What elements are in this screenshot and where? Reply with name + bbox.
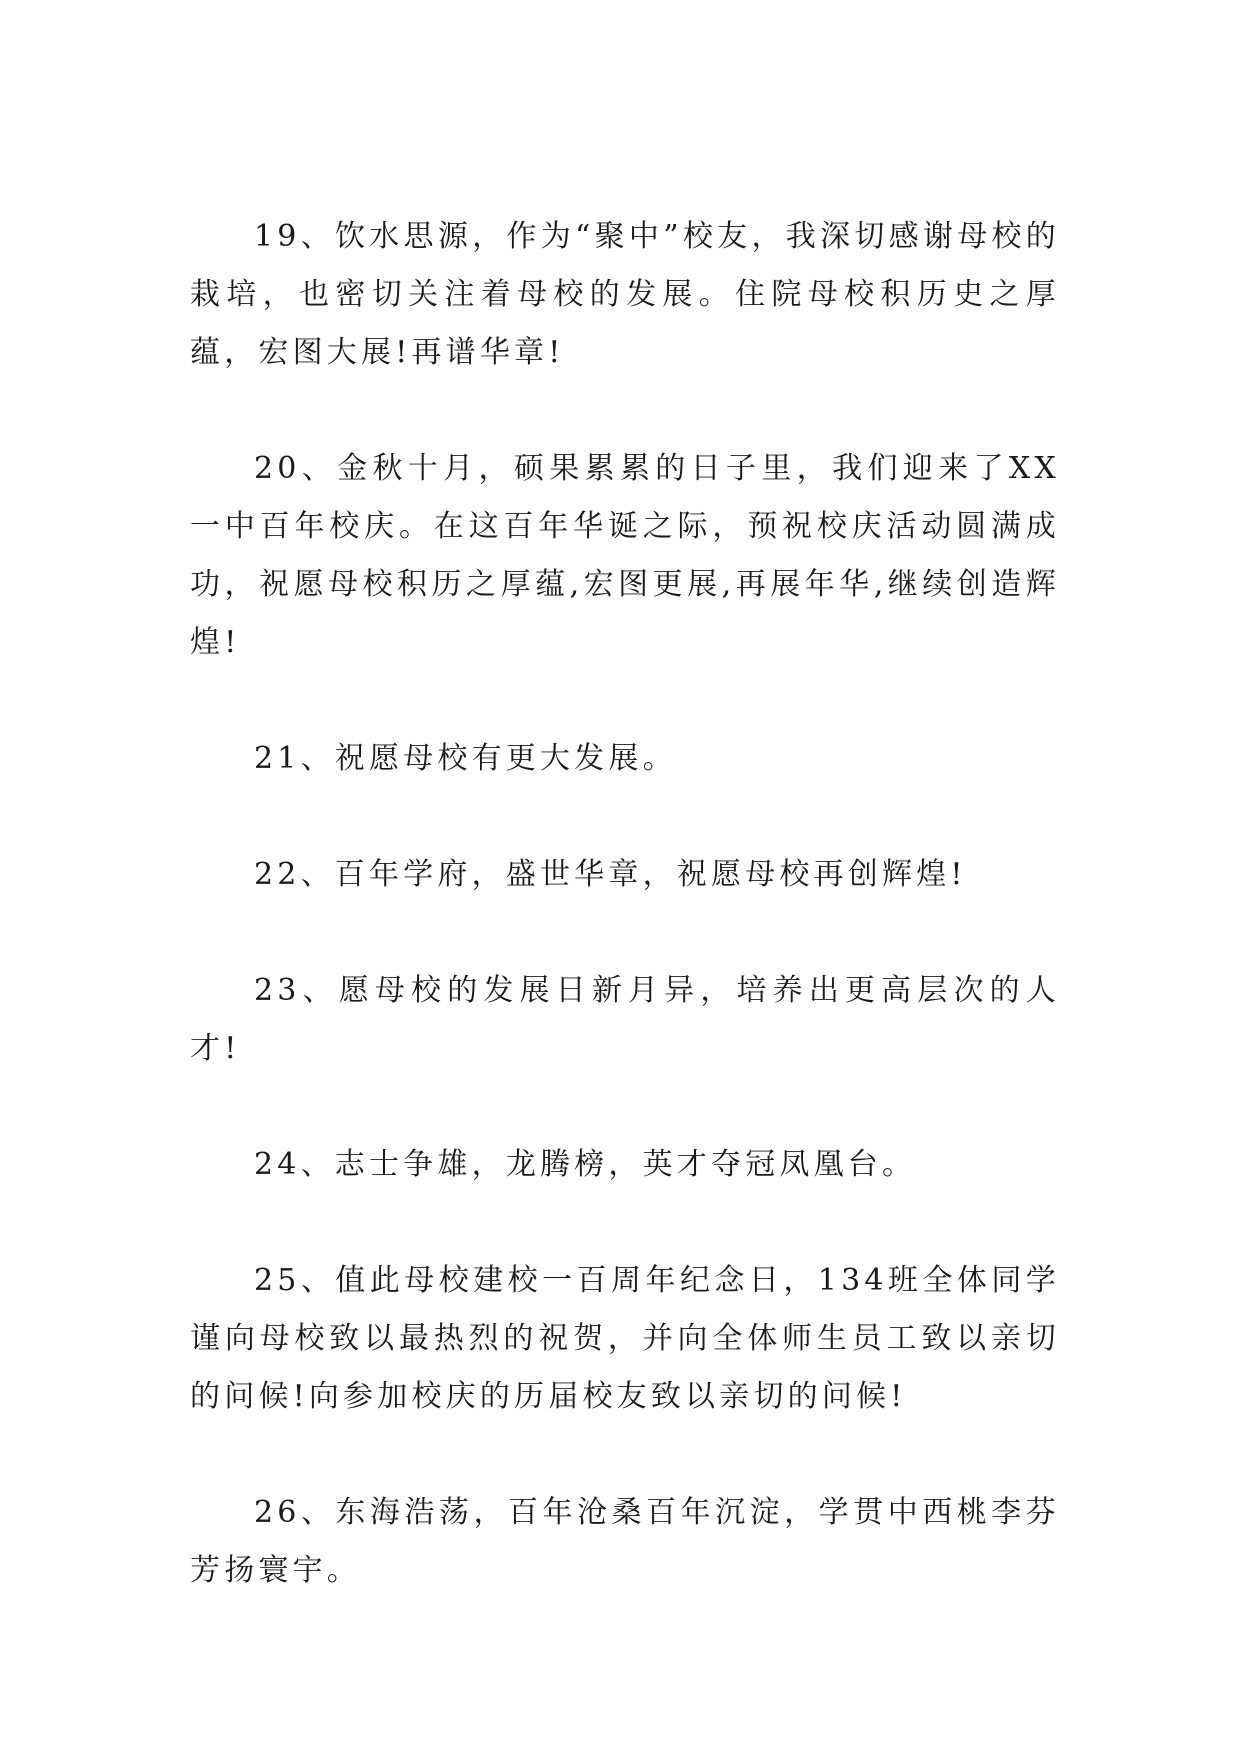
paragraph-20: 20、金秋十月，硕果累累的日子里，我们迎来了XX一中百年校庆。在这百年华诞之际，预祝校庆活动圆满成功，祝愿母校积历之厚蕴,宏图更展,再展年华,继续创造辉煌!: [190, 451, 1060, 660]
paragraph-spacer: [190, 382, 1060, 440]
paragraph-25: 25、值此母校建校一百周年纪念日，134班全体同学谨向母校致以最热烈的祝贺，并向全体师生员工致以亲切的问候!向参加校庆的历届校友致以亲切的问候!: [190, 1263, 1060, 1414]
paragraph-24: 24、志士争雄，龙腾榜，英才夺冠凤凰台。: [254, 1147, 917, 1182]
paragraph-26: 26、东海浩荡，百年沧桑百年沉淀，学贯中西桃李芬芳扬寰宇。: [190, 1495, 1060, 1588]
paragraph-spacer: [190, 672, 1060, 730]
paragraph-spacer: [190, 1078, 1060, 1136]
paragraph-19: 19、饮水思源，作为“聚中”校友，我深切感谢母校的栽培，也密切关注着母校的发展。住院母校积历史之厚蕴，宏图大展!再谱华章!: [190, 219, 1060, 370]
document-body: [190, 208, 1060, 1600]
paragraph-21: 21、祝愿母校有更大发展。: [254, 741, 677, 776]
paragraph-22: 22、百年学府，盛世华章，祝愿母校再创辉煌!: [254, 857, 967, 892]
paragraph-spacer: [190, 1426, 1060, 1484]
paragraph-spacer: [190, 788, 1060, 846]
paragraph-spacer: [190, 1194, 1060, 1252]
paragraph-23: 23、愿母校的发展日新月异，培养出更高层次的人才!: [190, 973, 1060, 1066]
paragraph-spacer: [190, 904, 1060, 962]
